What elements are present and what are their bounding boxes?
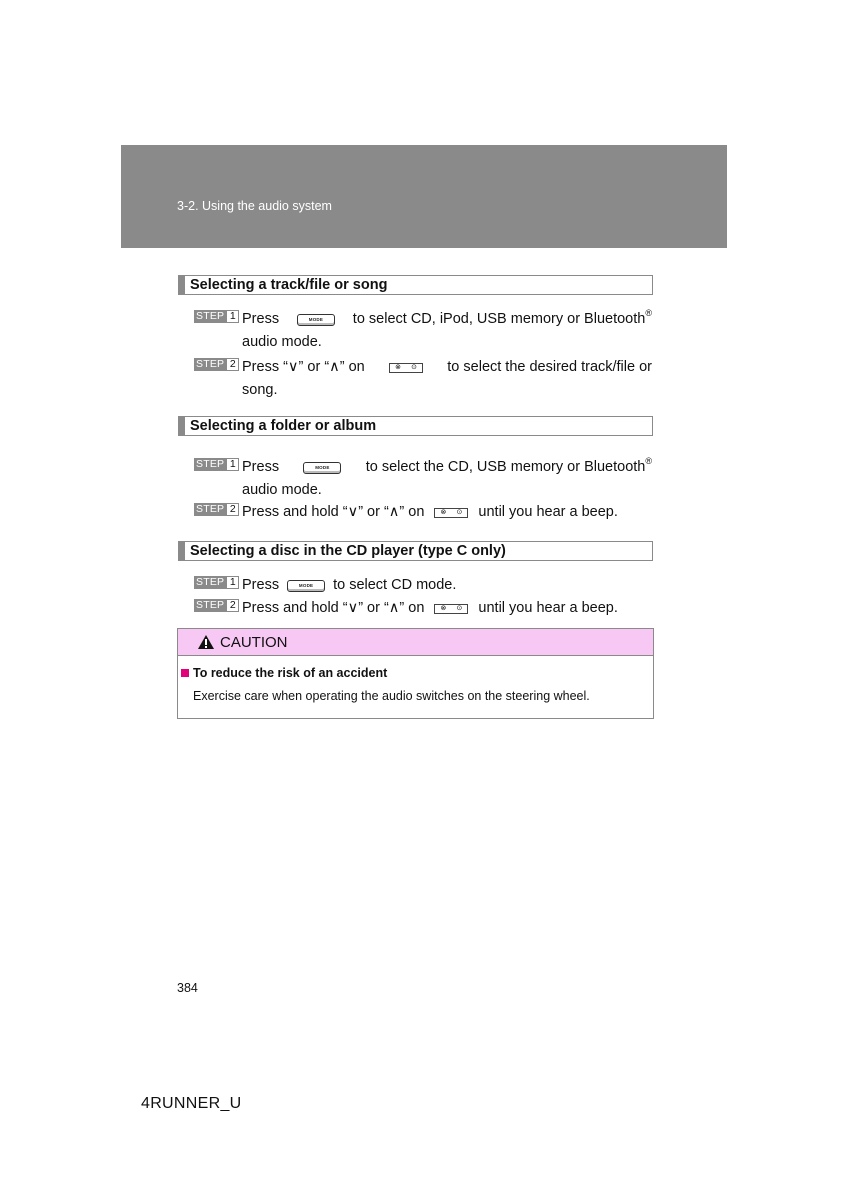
step-text: Press bbox=[242, 459, 280, 475]
step-text: Press and hold “∨” or “∧” on bbox=[242, 600, 425, 616]
chapter-title: 3-2. Using the audio system bbox=[177, 199, 332, 213]
step-badge bbox=[194, 358, 239, 371]
step-badge-label: STEP bbox=[196, 576, 225, 588]
step-badge-number: 1 bbox=[226, 458, 239, 471]
step-text: until you hear a beep. bbox=[478, 600, 618, 616]
mode-button-icon bbox=[297, 314, 335, 326]
registered-mark: ® bbox=[645, 456, 652, 466]
mode-button-label: MODE bbox=[315, 464, 330, 470]
step-text: Press bbox=[242, 577, 280, 593]
step-badge-label: STEP bbox=[196, 503, 225, 515]
step-text: to select CD mode. bbox=[333, 577, 457, 593]
step-text: audio mode. bbox=[242, 334, 322, 350]
section-heading-bar bbox=[179, 417, 185, 435]
step-text: audio mode. bbox=[242, 482, 322, 498]
step-badge-number: 2 bbox=[226, 503, 239, 516]
step-badge-label: STEP bbox=[196, 458, 225, 470]
footer-code: 4RUNNER_U bbox=[141, 1095, 242, 1112]
step-badge-number: 1 bbox=[226, 576, 239, 589]
section-heading-text: Selecting a folder or album bbox=[190, 418, 377, 434]
step-badge-label: STEP bbox=[196, 599, 225, 611]
caution-body: Exercise care when operating the audio switches on the steering wheel. bbox=[193, 689, 590, 703]
section-heading-folder bbox=[178, 416, 653, 436]
step-badge-label: STEP bbox=[196, 358, 225, 370]
step-badge-number: 2 bbox=[226, 358, 239, 371]
step-text: until you hear a beep. bbox=[478, 504, 618, 520]
caution-header bbox=[178, 629, 653, 656]
step-badge bbox=[194, 599, 239, 612]
step-badge-number: 2 bbox=[226, 599, 239, 612]
step-text: to select the desired track/file or bbox=[447, 359, 652, 375]
section-heading-track bbox=[178, 275, 653, 295]
step-badge-label: STEP bbox=[196, 310, 225, 322]
section-heading-text: Selecting a disc in the CD player (type C only) bbox=[190, 543, 506, 559]
step-badge bbox=[194, 576, 239, 589]
step-text: Press “∨” or “∧” on bbox=[242, 359, 365, 375]
warning-triangle-icon bbox=[197, 634, 215, 650]
magenta-square-bullet-icon bbox=[181, 669, 189, 677]
mode-button-icon bbox=[287, 580, 325, 592]
step-badge bbox=[194, 458, 239, 471]
step-text: to select CD, iPod, USB memory or Bluetooth bbox=[352, 311, 646, 327]
caution-box bbox=[177, 628, 654, 719]
section-heading-bar bbox=[179, 276, 185, 294]
seek-switch-icon: ⊗ ⊙ bbox=[389, 363, 423, 373]
chapter-header-band bbox=[121, 145, 727, 248]
step-badge bbox=[194, 503, 239, 516]
caution-title: CAUTION bbox=[220, 633, 288, 651]
step-text: song. bbox=[242, 382, 278, 398]
step-text: Press and hold “∨” or “∧” on bbox=[242, 504, 425, 520]
mode-button-label: MODE bbox=[298, 582, 314, 588]
mode-button-label: MODE bbox=[308, 316, 324, 322]
section-heading-bar bbox=[179, 542, 185, 560]
step-badge bbox=[194, 310, 239, 323]
step-badge-number: 1 bbox=[226, 310, 239, 323]
seek-switch-icon: ⊗ ⊙ bbox=[434, 508, 468, 518]
step-text: Press bbox=[242, 311, 280, 327]
section-heading-text: Selecting a track/file or song bbox=[190, 277, 388, 293]
caution-subtitle bbox=[181, 666, 387, 680]
mode-button-icon bbox=[303, 462, 341, 474]
section-heading-disc bbox=[178, 541, 653, 561]
seek-switch-icon: ⊗ ⊙ bbox=[434, 604, 468, 614]
caution-subtitle-text: To reduce the risk of an accident bbox=[193, 666, 388, 680]
registered-mark: ® bbox=[645, 308, 652, 318]
page-number: 384 bbox=[177, 981, 198, 995]
step-text: to select the CD, USB memory or Bluetooth bbox=[365, 459, 646, 475]
